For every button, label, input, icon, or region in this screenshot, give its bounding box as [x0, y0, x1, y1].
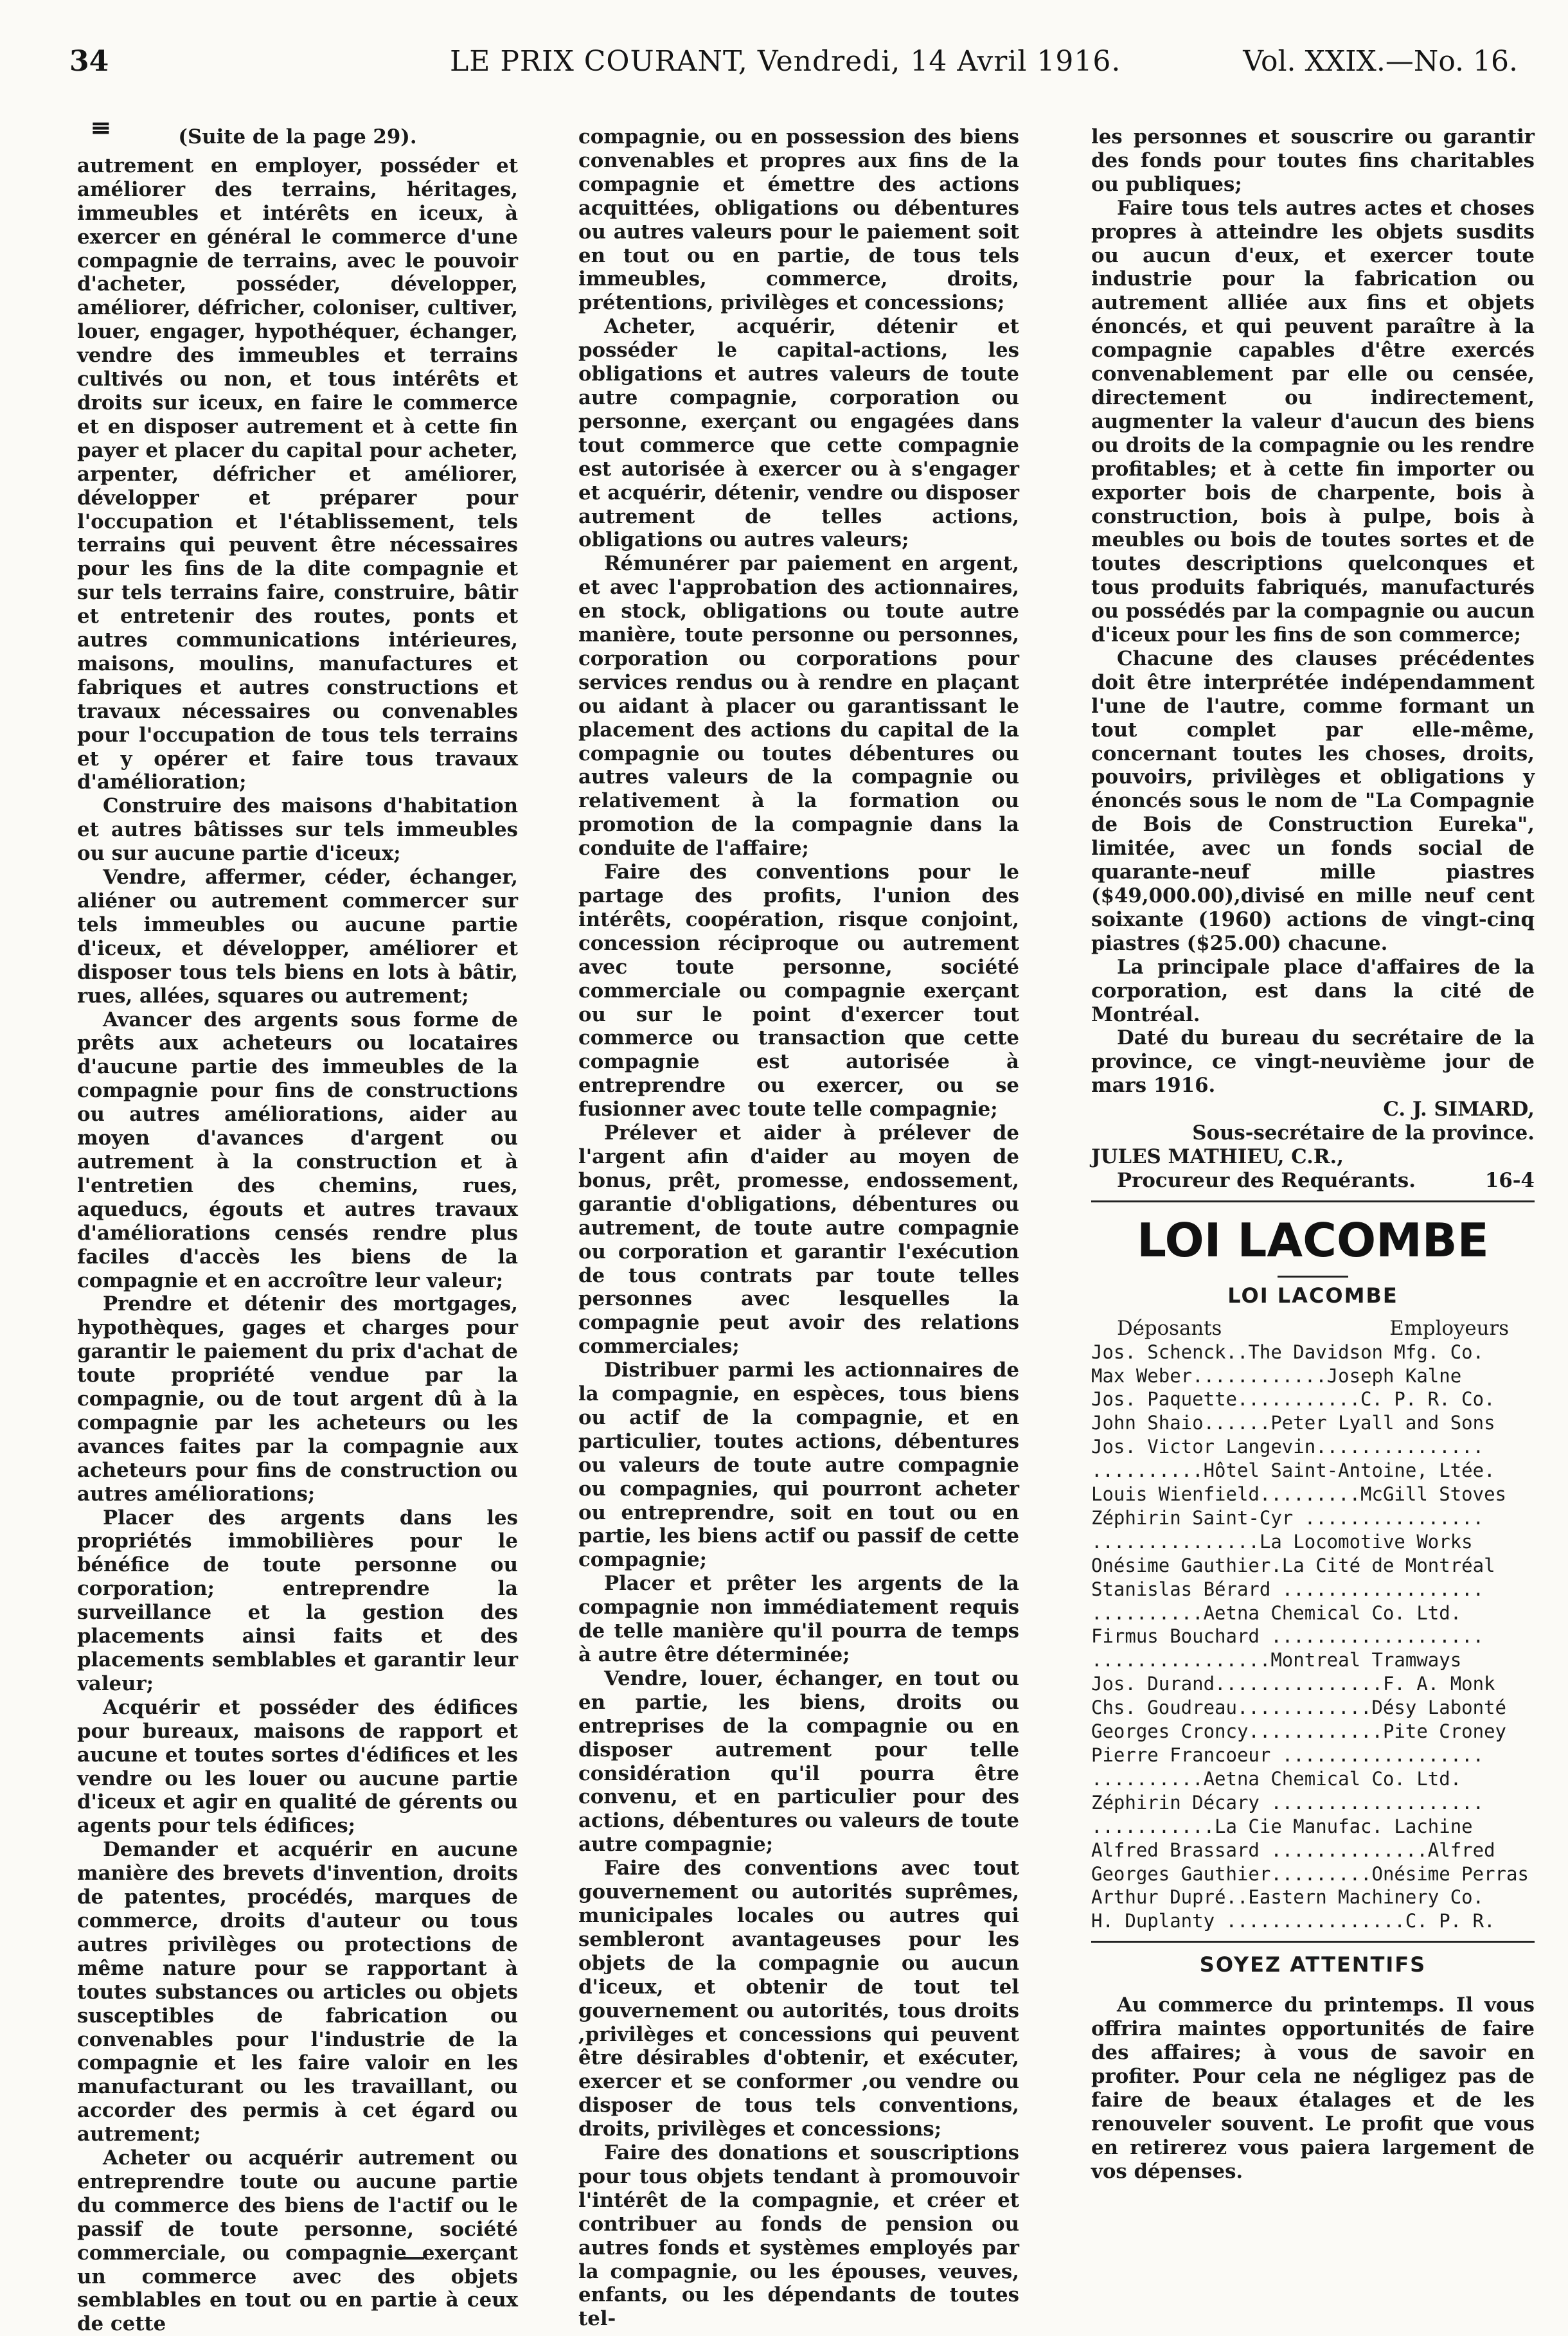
list-item: ...........La Cie Manufac. Lachine [1091, 1815, 1473, 1837]
paragraph: Faire des conventions avec tout gouvernement ou autorités suprêmes, municipales locales ou autres qui sembleront avantageuses pour les objets de la compagnie ou aucun d'iceux, et obtenir de tout tel gouvernement ou autorités, tous droits ,privilèges et concessions qui peuvent être désirables d'obtenir, et exécuter, exercer et se conformer ,ou vendre ou disposer de tous tels conventions, droits, privilèges et concessions; [578, 1857, 1019, 2141]
signature-title: Procureur des Requérants. [1117, 1168, 1416, 1192]
signature-name: C. J. SIMARD, [1383, 1098, 1535, 1121]
list-item: ................Montreal Tramways [1091, 1649, 1462, 1672]
list-item: Stanislas Bérard .................. [1091, 1578, 1484, 1600]
divider [1091, 1200, 1535, 1202]
continuation-note: (Suite de la page 29). [178, 125, 417, 148]
paragraph: Avancer des argents sous forme de prêts aux acheteurs ou locataires d'aucune partie des immeubles de la compagnie pour fins de constructions ou autres améliorations, aider au moyen d'avances d'argent ou autrement à la construction et à l'entretien des chemins, rues, aqueducs, égouts et autres travaux d'améliorations censés rendre plus faciles d'accès les biens de la compagnie et en accroître leur valeur; [77, 1008, 518, 1292]
paragraph: Vendre, louer, échanger, en tout ou en partie, les biens, droits ou entreprises de la compagnie ou en disposer autrement pour telle considération qu'il pourra être convenu, et en particulier pour des actions, débentures ou valeurs de toute autre compagnie; [578, 1666, 1019, 1857]
column-header: Déposants [1117, 1316, 1222, 1340]
list-item: Georges Gauthier.........Onésime Perras [1091, 1862, 1529, 1885]
paragraph: compagnie, ou en possession des biens convenables et propres aux fins de la compagnie et émettre des actions acquittées, obligations ou débentures ou autres valeurs pour le paiement soit en tout ou en partie, de tous tels immeubles, commerce, droits, prétentions, privilèges et concessions; [578, 125, 1019, 315]
reference-number: 16-4 [1484, 1168, 1535, 1192]
list-item: Jos. Paquette...........C. P. R. Co. [1091, 1388, 1495, 1411]
paragraph: Faire des donations et souscriptions pour tous objets tendant à promouvoir l'intérêt de la compagnie, et créer et contribuer au fonds de pension ou autres fonds et systèmes employés par la compagnie, ou les épouses, veuves, enfants, ou les dépendants de toutes tel- [578, 2141, 1019, 2331]
paragraph: La principale place d'affaires de la corporation, est dans la cité de Montréal. [1091, 955, 1535, 1026]
paragraph: autrement en employer, posséder et améliorer des terrains, héritages, immeubles et intérêts en iceux, à exercer en général le commerce d'une compagnie de terrains, avec le pouvoir d'acheter, posséder, développer, améliorer, défricher, coloniser, cultiver, louer, engager, hypothéquer, échanger, vendre des immeubles et terrains cultivés ou non, et tous intérêts et droits sur iceux, en faire le commerce et en disposer autrement et à cette fin payer et placer du capital pour acheter, arpenter, défricher et améliorer, développer et préparer pour l'occupation et l'établissement, tels terrains qui peuvent être nécessaires pour les fins de la dite compagnie et sur tels terrains faire, construire, bâtir et entretenir des routes, ponts et autres communications intérieures, maisons, moulins, manufactures et fabriques et autres constructions et travaux nécessaires ou convenables pour l'occupation de tous tels terrains et y opérer et faire tous travaux d'amélioration; [77, 154, 518, 794]
signature-title: Sous-secrétaire de la province. [1192, 1121, 1535, 1145]
paragraph: Placer des argents dans les propriétés immobilières pour le bénéfice de toute personne ou corporation; entreprendre la surveillance et la gestion des placements ainsi faits et des placements semblables et garantir leur valeur; [77, 1506, 518, 1695]
signature-name: JULES MATHIEU, C.R., [1091, 1145, 1344, 1168]
list-item: Georges Croncy............Pite Croney [1091, 1720, 1507, 1743]
list-item: Alfred Brassard ..............Alfred [1091, 1839, 1495, 1861]
page-header [0, 45, 1568, 90]
list-item: Zéphirin Décary ................... [1091, 1791, 1484, 1814]
paragraph: Acquérir et posséder des édifices pour bureaux, maisons de rapport et aucune et toutes sortes d'édifices et les vendre ou les louer ou aucune partie d'iceux et agir en qualité de gérents ou agents pour tels édifices; [77, 1695, 518, 1838]
list-item: Max Weber............Joseph Kalne [1091, 1364, 1462, 1387]
list-item: Zéphirin Saint-Cyr ................ [1091, 1506, 1484, 1529]
column-3 [1091, 125, 1535, 2183]
list-item: ...............La Locomotive Works [1091, 1530, 1473, 1553]
table-header [1091, 1317, 1535, 1341]
footer-mark [398, 2257, 424, 2260]
list-item: Firmus Bouchard ................... [1091, 1625, 1484, 1648]
list-item: ..........Aetna Chemical Co. Ltd. [1091, 1767, 1462, 1790]
list-item: H. Duplanty ................C. P. R. [1091, 1910, 1495, 1932]
depositors-list [1091, 1341, 1535, 1934]
list-item: ..........Aetna Chemical Co. Ltd. [1091, 1601, 1462, 1624]
column-1 [77, 125, 518, 2336]
paragraph: Faire des conventions pour le partage des profits, l'union des intérêts, coopération, risque conjoint, concession réciproque ou autrement avec toute personne, société commerciale ou compagnie exerçant ou sur le point d'exercer tout commerce ou transaction que cette compagnie est autorisée à entreprendre ou exercer, ou se fusionner avec toute telle compagnie; [578, 860, 1019, 1121]
column-2 [578, 125, 1019, 2331]
list-item: Arthur Dupré..Eastern Machinery Co. [1091, 1886, 1484, 1909]
divider [1278, 1276, 1348, 1278]
volume-number: Vol. XXIX.—No. 16. [1243, 45, 1518, 78]
list-item: Jos. Durand...............F. A. Monk [1091, 1673, 1495, 1695]
list-item: Onésime Gauthier.La Cité de Montréal [1091, 1554, 1495, 1576]
list-item: John Shaio......Peter Lyall and Sons [1091, 1412, 1495, 1434]
paragraph: Acheter, acquérir, détenir et posséder le capital-actions, les obligations et autres valeurs de toute autre compagnie, corporation ou personne, exerçant ou engagées dans tout commerce que cette compagnie est autorisée à exercer ou à s'engager et acquérir, détenir, vendre ou disposer autrement de telles actions, obligations ou autres valeurs; [578, 315, 1019, 552]
column-header: Employeurs [1389, 1316, 1509, 1340]
paragraph: Prélever et aider à prélever de l'argent afin d'aider au moyen de bonus, prêt, promesse, endossement, garantie d'obligations, débentures ou autrement, de toute autre compagnie ou corporation et garantir l'exécution de tous contrats par toute telles personnes avec lesquelles la compagnie peut avoir des relations commerciales; [578, 1121, 1019, 1359]
list-item: Jos. Victor Langevin............... [1091, 1436, 1484, 1458]
newspaper-title: LE PRIX COURANT, Vendredi, 14 Avril 1916. [450, 45, 1121, 78]
list-item: Louis Wienfield.........McGill Stoves [1091, 1483, 1507, 1506]
list-item: ..........Hôtel Saint-Antoine, Ltée. [1091, 1459, 1495, 1482]
notice-text: Au commerce du printemps. Il vous offrira maintes opportunités de faire des affaires; à vous de savoir en profiter. Pour cela ne négligez pas de faire de beaux étalages et de les renouveler souvent. Le profit que vous en retirerez vous paiera largement de vos dépenses. [1091, 1993, 1535, 2183]
ornament-mark: ≡ [90, 112, 112, 143]
paragraph: Vendre, affermer, céder, échanger, aliéner ou autrement commercer sur tels immeubles ou aucune partie d'iceux, et développer, améliorer et disposer tous tels biens en lots à bâtir, rues, allées, squares ou autrement; [77, 866, 518, 1008]
signature-line [1091, 1169, 1535, 1193]
section-subtitle: LOI LACOMBE [1227, 1283, 1398, 1308]
paragraph: Distribuer parmi les actionnaires de la compagnie, en espèces, tous biens ou actif de la compagnie, et en particulier, toutes actions, débentures ou valeurs de toute autre compagnie ou compagnies, qui pourront acheter ou entreprendre, soit en tout ou en partie, les biens actif ou passif de cette compagnie; [578, 1359, 1019, 1572]
paragraph: Faire tous tels autres actes et choses propres à atteindre les objets susdits ou aucun d'eux, et exercer toute industrie pour la fabrication ou autrement alliée aux fins et objets énoncés, et qui peuvent paraître à la compagnie capables d'être exercés convenablement par elle ou censée, directement ou indirectement, augmenter la valeur d'aucun des biens ou droits de la compagnie ou les rendre profitables; et à cette fin importer ou exporter bois de charpente, bois à construction, bois à pulpe, bois à meubles ou bois de toutes sortes et de toutes descriptions quelconques et tous produits fabriqués, manufacturés ou possédés par la compagnie ou aucun d'iceux pour les fins de son commerce; [1091, 196, 1535, 647]
page-number: 34 [69, 45, 109, 78]
list-item: Jos. Schenck..The Davidson Mfg. Co. [1091, 1341, 1484, 1363]
paragraph: Prendre et détenir des mortgages, hypothèques, gages et charges pour garantir le paiement du prix d'achat de toute propriété vendue par la compagnie, ou de tout argent dû à la compagnie par les acheteurs ou les avances faites par la compagnie aux acheteurs pour fins de construction ou autres améliorations; [77, 1292, 518, 1506]
paragraph: Acheter ou acquérir autrement ou entreprendre toute ou aucune partie du commerce des biens de l'actif ou le passif de toute personne, société commerciale, ou compagnie exerçant un commerce avec des objets semblables en tout ou en partie à ceux de cette [77, 2146, 518, 2336]
paragraph: Placer et prêter les argents de la compagnie non immédiatement requis de telle manière qu'il pourra de temps à autre être déterminée; [578, 1572, 1019, 1666]
paragraph: Chacune des clauses précédentes doit être interprétée indépendamment l'une de l'autre, comme formant un tout complet par elle-même, concernant toutes les choses, droits, pouvoirs, privilèges et obligations y énoncés sous le nom de "La Compagnie de Bois de Construction Eureka", limitée, avec un fonds social de quarante-neuf mille piastres ($49,000.00),divisé en mille neuf cent soixante (1960) actions de vingt-cinq piastres ($25.00) chacune. [1091, 646, 1535, 955]
paragraph: les personnes et souscrire ou garantir des fonds pour toutes fins charitables ou publiques; [1091, 125, 1535, 196]
paragraph: Daté du bureau du secrétaire de la province, ce vingt-neuvième jour de mars 1916. [1091, 1026, 1535, 1098]
divider [1091, 1941, 1535, 1943]
paragraph: Demander et acquérir en aucune manière des brevets d'invention, droits de patentes, procédés, marques de commerce, droits d'auteur ou tous autres privilèges ou protections de même nature pour se rapportant à toutes substances ou articles ou objets susceptibles de fabrication ou convenables pour l'industrie de la compagnie et les faire valoir en les manufacturant ou les travaillant, ou accorder des permis à cet égard ou autrement; [77, 1838, 518, 2146]
paragraph: Rémunérer par paiement en argent, et avec l'approbation des actionnaires, en stock, obligations ou toute autre manière, toute personne ou personnes, corporation ou corporations pour services rendus ou à rendre en plaçant ou aidant à placer ou garantissant le placement des actions du capital de la compagnie ou toutes débentures ou autres valeurs de la compagnie ou relativement à la formation ou promotion de la compagnie dans la conduite de l'affaire; [578, 552, 1019, 860]
paragraph: Construire des maisons d'habitation et autres bâtisses sur tels immeubles ou sur aucune partie d'iceux; [77, 794, 518, 866]
list-item: Pierre Francoeur .................. [1091, 1744, 1484, 1766]
notice-title: SOYEZ ATTENTIFS [1199, 1952, 1427, 1977]
section-title: LOI LACOMBE [1137, 1213, 1489, 1267]
list-item: Chs. Goudreau............Désy Labonté [1091, 1697, 1507, 1719]
